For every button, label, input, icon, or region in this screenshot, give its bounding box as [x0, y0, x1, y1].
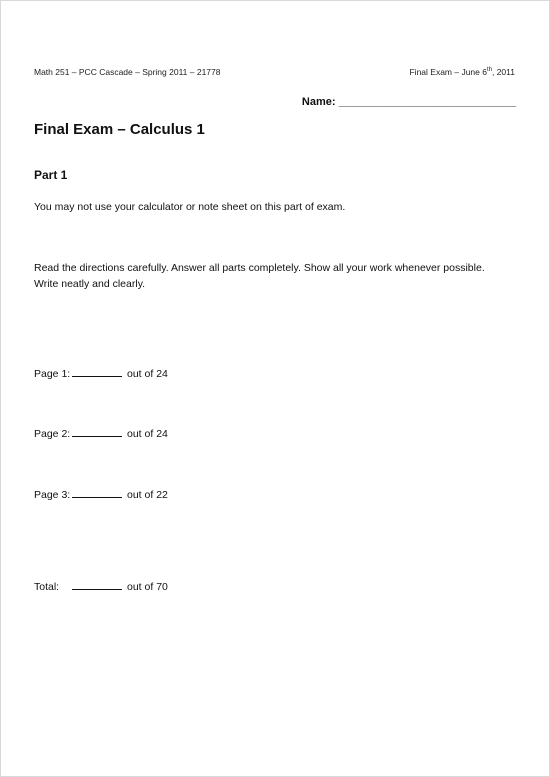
score-out-of: out of 22 — [127, 489, 168, 501]
score-out-of: out of 24 — [127, 428, 168, 440]
score-label: Total: — [34, 581, 60, 593]
score-blank — [72, 428, 122, 437]
score-label: Page 2: — [34, 428, 71, 440]
score-blank — [72, 368, 122, 377]
part-heading: Part 1 — [34, 168, 68, 182]
score-row-page-3 — [34, 489, 168, 501]
calculator-instruction: You may not use your calculator or note sheet on this part of exam. — [34, 201, 346, 213]
score-row-total — [34, 581, 168, 593]
score-blank — [72, 489, 122, 498]
exam-date-prefix: Final Exam – June 6 — [409, 67, 487, 77]
exam-date-sup: th — [486, 67, 492, 74]
score-label: Page 3: — [34, 489, 71, 501]
page-title: Final Exam – Calculus 1 — [34, 121, 205, 138]
score-row-page-2 — [34, 428, 168, 440]
score-row-page-1 — [34, 368, 168, 380]
directions-text: Read the directions carefully. Answer all parts completely. Show all your work whenever possible. Write neatly and clearly. — [34, 262, 485, 290]
course-info: Math 251 – PCC Cascade – Spring 2011 – 21778 — [34, 67, 221, 77]
exam-date — [409, 67, 515, 77]
score-out-of: out of 70 — [127, 581, 168, 593]
score-label: Page 1: — [34, 368, 71, 380]
score-out-of: out of 24 — [127, 368, 168, 380]
name-field-line: Name: _____________________________ — [301, 96, 516, 108]
exam-date-suffix: , 2011 — [491, 67, 515, 77]
score-blank — [72, 581, 122, 590]
